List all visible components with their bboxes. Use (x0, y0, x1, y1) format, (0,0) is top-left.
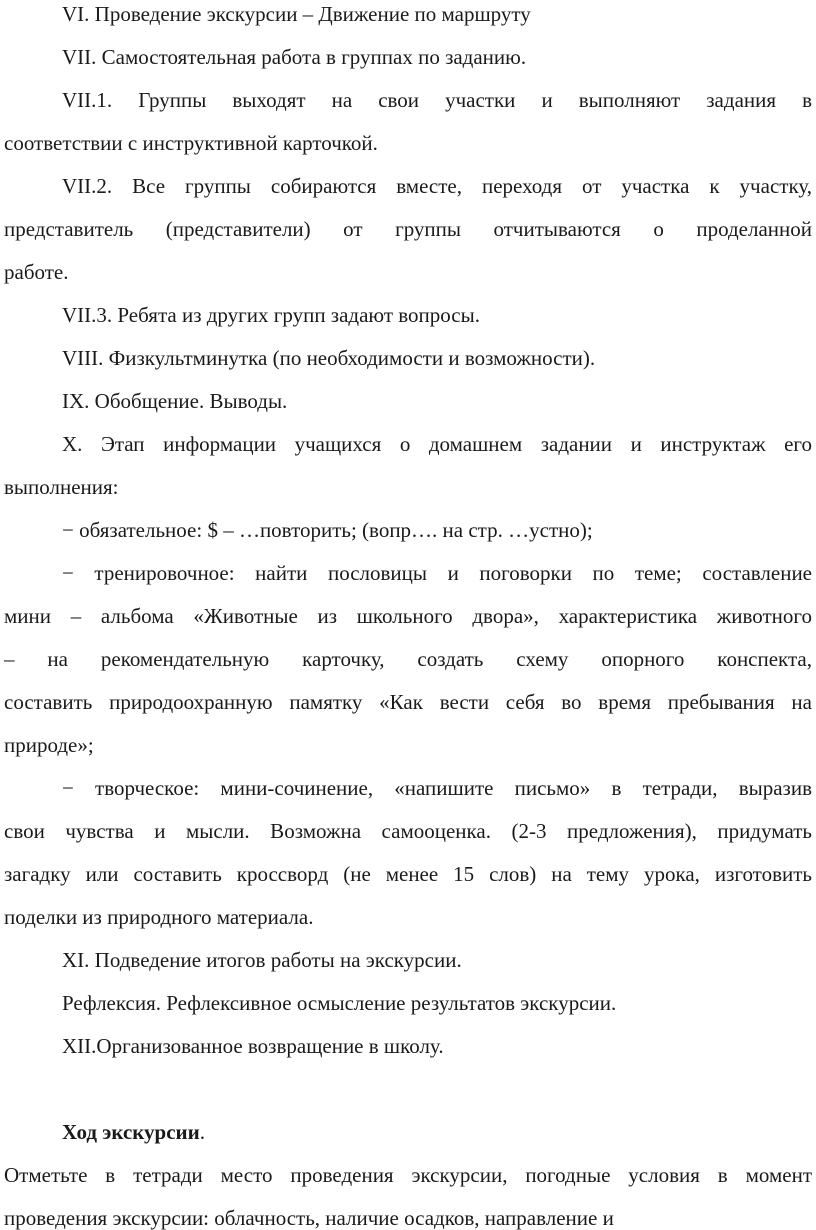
text-line: VII.3. Ребята из других групп задают вопросы. (62, 303, 480, 327)
heading-text: Ход экскурсии (62, 1120, 200, 1144)
text-line: проведения экскурсии: облачность, наличие осадков, направление и (4, 1206, 614, 1230)
list-item-line: − творческое: мини-сочинение, «напишите письмо» в тетради, выразив (62, 776, 812, 800)
text-line: представитель (представители) от группы отчитываются о проделанной (4, 217, 812, 241)
text-line: мини – альбома «Животные из школьного двора», характеристика животного (4, 604, 812, 628)
text-line: поделки из природного материала. (4, 905, 314, 929)
text-line: природе»; (4, 733, 94, 757)
text-line: VI. Проведение экскурсии – Движение по маршруту (62, 2, 531, 26)
text-line: выполнения: (4, 475, 119, 499)
text-line: свои чувства и мысли. Возможна самооценка. (2-3 предложения), придумать (4, 819, 812, 843)
text-line: загадку или составить кроссворд (не менее 15 слов) на тему урока, изготовить (4, 862, 812, 886)
text-line: XII.Организованное возвращение в школу. (62, 1034, 444, 1058)
text-line: VIII. Физкультминутка (по необходимости и возможности). (62, 346, 596, 370)
text-line: составить природоохранную памятку «Как вести себя во время пребывания на (4, 690, 812, 714)
list-item-line: − тренировочное: найти пословицы и поговорки по теме; составление (62, 561, 812, 585)
text-line: IX. Обобщение. Выводы. (62, 389, 288, 413)
list-item-line: − обязательное: $ – …повторить; (вопр…. на стр. …устно); (62, 518, 593, 542)
text-line: Отметьте в тетради место проведения экскурсии, погодные условия в момент (4, 1163, 812, 1187)
text-line: работе. (4, 260, 69, 284)
text-line: соответствии с инструктивной карточкой. (4, 131, 378, 155)
text-line: XI. Подведение итогов работы на экскурсии. (62, 948, 462, 972)
text-line: VII. Самостоятельная работа в группах по заданию. (62, 45, 527, 69)
text-line: Рефлексия. Рефлексивное осмысление результатов экскурсии. (62, 991, 617, 1015)
text-line: VII.2. Все группы собираются вместе, переходя от участка к участку, (62, 174, 812, 198)
heading-period: . (199, 1120, 206, 1144)
text-line: X. Этап информации учащихся о домашнем задании и инструктаж его (62, 432, 812, 456)
text-line: VII.1. Группы выходят на свои участки и выполняют задания в (62, 88, 812, 112)
section-heading (0, 1120, 816, 1144)
text-line: – на рекомендательную карточку, создать схему опорного конспекта, (4, 647, 812, 671)
